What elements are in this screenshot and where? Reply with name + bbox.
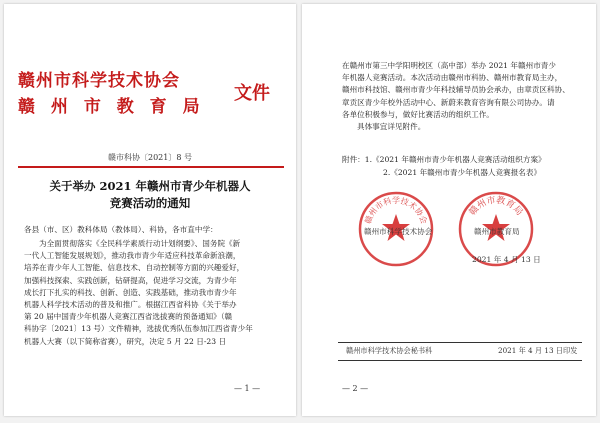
body-line: 机器人科学技术活动的普及和推广。根据江西省科协《关于举办 — [24, 300, 237, 310]
body-paragraph — [24, 238, 282, 348]
body-line: 加强科技探索、实践创新，钻研提高，促进学习交流，为青少年 — [24, 275, 237, 285]
body-line: 各单位积极参与，做好比赛活动的组织工作。 — [342, 109, 494, 119]
attachments-list — [342, 154, 582, 179]
header-red-rule — [18, 166, 284, 168]
document-header — [18, 66, 284, 130]
attachment-item: 附件：1.《2021 年赣州市青少年机器人竞赛活动组织方案》 — [342, 155, 546, 164]
header-org-edu: 赣 州 市 教 育 局 — [18, 97, 205, 117]
page-number: — 2 — — [342, 384, 369, 393]
footer-print-date: 2021 年 4 月 13 日印发 — [498, 346, 578, 355]
document-title-line-2: 竞赛活动的通知 — [109, 196, 191, 210]
body-line: 成长打下扎实的科技、创新、创造、实践基础，推动我市青少年 — [24, 287, 237, 297]
body-line: 为全面贯彻落实《全民科学素质行动计划纲要》、国务院《新 — [39, 239, 241, 248]
document-page-1 — [4, 4, 296, 416]
body-line: 章贡区青少年校外活动中心、新蔚来教育咨询有限公司协办。请 — [342, 97, 555, 107]
seal-text: 赣州市教育局 — [467, 195, 525, 218]
header-org-kexie: 赣州市科学技术协会 — [18, 71, 180, 91]
footer-rule-bottom — [338, 360, 582, 361]
body-line: 年机器人竞赛活动。本次活动由赣州市科协、赣州市教育局主办， — [342, 73, 563, 83]
body-paragraph-continued — [342, 60, 578, 133]
body-line: 具体事宜详见附件。 — [357, 122, 426, 132]
body-line: 机器人大赛（以下简称省赛），研究，决定 5 月 22 日-23 日 — [24, 336, 227, 346]
body-line: 在赣州市第三中学阳明校区（高中部）举办 2021 年赣州市青少 — [342, 61, 556, 70]
body-line: 培养在青少年人工智能、信息技术、自动控制等方面的兴趣爱好， — [24, 263, 245, 273]
attachment-item: 2.《2021 年赣州市青少年机器人竞赛报名表》 — [383, 167, 542, 177]
signature-kexie: 赣州市科学技术协会 — [364, 227, 433, 236]
document-title-line-1: 关于举办 2021 年赣州市青少年机器人 — [49, 179, 251, 193]
salutation: 各县（市、区）教科体局（教体局）、科协，各市直中学： — [24, 225, 218, 234]
footer-issuer: 赣州市科学技术协会秘书科 — [346, 346, 433, 355]
footer-rule-top — [338, 342, 582, 343]
signature-date: 2021 年 4 月 13 日 — [472, 255, 541, 264]
seal-text: 赣州市科学技术协会 — [363, 196, 429, 226]
svg-text:赣州市教育局 — [466, 194, 525, 218]
body-line: 赣州市科技馆、赣州市青少年科技辅导员协会承办，由章贡区科协、 — [342, 85, 570, 95]
body-line: 一代人工智能发展规划》，推动我市青少年适应科技革命新浪潮， — [24, 251, 241, 261]
body-line: 第 20 届中国青少年机器人竞赛江西省选拔赛的预备通知》（赣 — [24, 312, 233, 322]
document-number: 赣市科协〔2021〕8 号 — [108, 153, 192, 162]
body-line: 科协字〔2021〕13 号）文件精神，选拔优秀队伍参加江西省青少年 — [24, 324, 253, 334]
header-wenjian: 文件 — [234, 83, 270, 104]
document-page-2 — [302, 4, 596, 416]
page-number: — 1 — — [234, 384, 261, 393]
signature-edu: 赣州市教育局 — [474, 227, 520, 236]
